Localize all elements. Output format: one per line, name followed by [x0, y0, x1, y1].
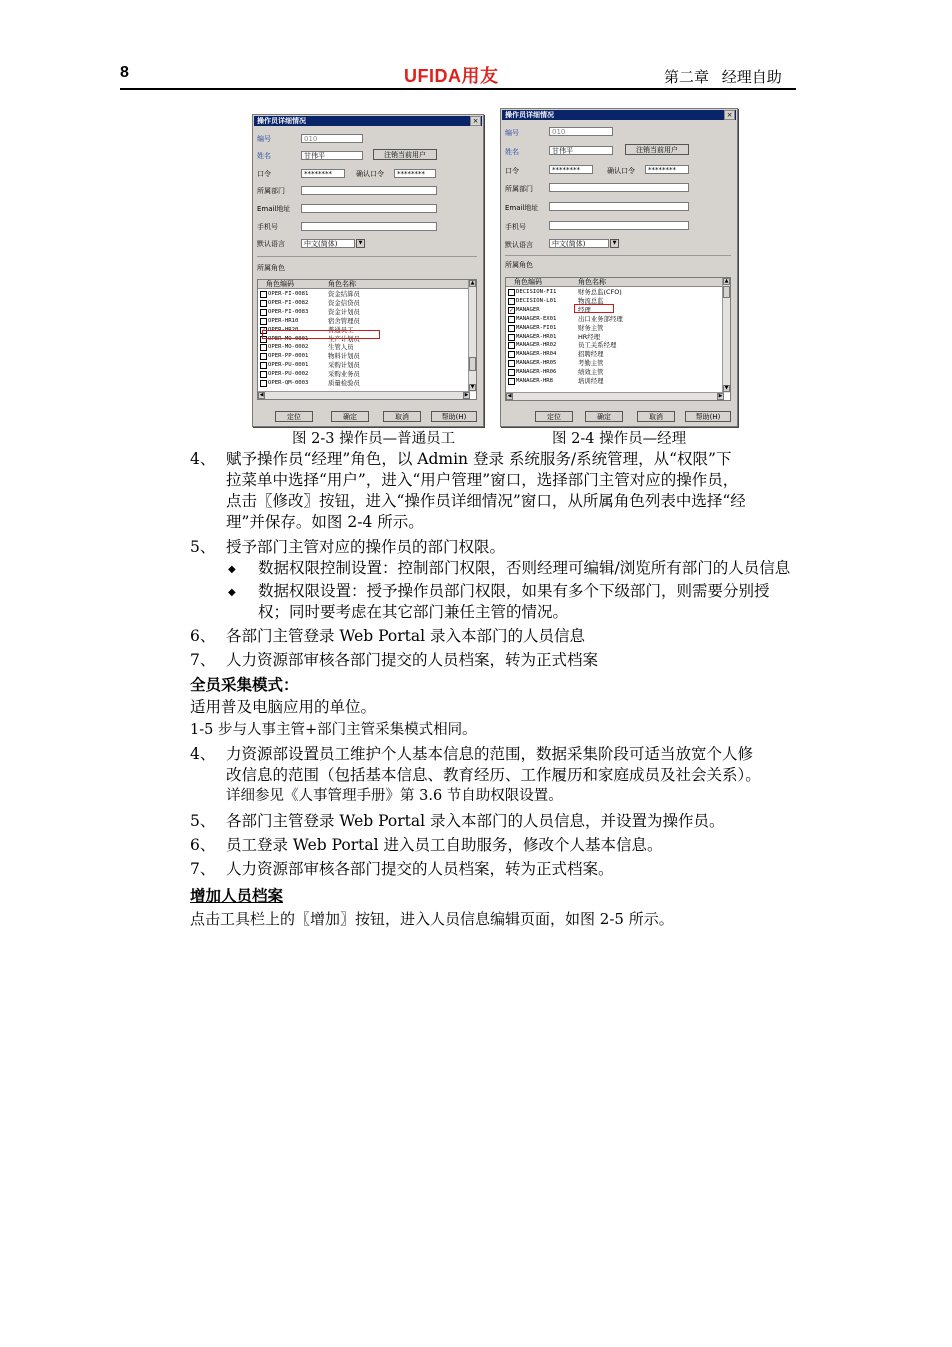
role-checkbox[interactable]	[260, 344, 267, 351]
help-button[interactable]: 帮助(H)	[685, 411, 731, 422]
role-code: OPER-FI-0081	[268, 291, 309, 297]
col-role-code[interactable]: 角色编码	[266, 280, 294, 288]
language-label: 默认语言	[505, 241, 533, 249]
step-text: 各部门主管登录 Web Portal 录入本部门的人员信息	[226, 627, 586, 645]
role-code: MANAGER-HR06	[516, 369, 557, 376]
step-text: 授予部门主管对应的操作员的部门权限。	[226, 538, 506, 556]
step-text: 员工登录 Web Portal 进入员工自助服务，修改个人基本信息。	[226, 836, 663, 854]
id-label: 编号	[505, 129, 519, 137]
role-checkbox[interactable]	[260, 362, 267, 369]
highlight-box	[574, 304, 614, 313]
role-code: OPER-HR20	[268, 326, 299, 333]
role-name: 培训经理	[578, 377, 604, 385]
highlight-box	[262, 330, 380, 339]
email-field[interactable]	[549, 202, 689, 211]
language-select[interactable]: 中文(简体)	[301, 239, 355, 248]
horizontal-scrollbar[interactable]	[506, 392, 724, 400]
email-label: Email地址	[505, 204, 539, 212]
bullet-icon: ◆	[228, 564, 236, 575]
role-checkbox[interactable]	[260, 300, 267, 307]
cancel-button[interactable]: 取消	[383, 411, 421, 422]
role-code: MANAGER-HR01	[516, 333, 557, 340]
dialog-title: 操作员详细情况	[502, 110, 736, 120]
phone-label: 手机号	[257, 223, 278, 231]
step-number: 6、	[190, 627, 216, 645]
role-code: OPER-MO-0001	[268, 335, 309, 342]
locate-button[interactable]: 定位	[535, 411, 573, 422]
paragraph: 适用普及电脑应用的单位。	[190, 698, 377, 716]
role-checkbox[interactable]	[260, 353, 267, 360]
ufida-logo: UFIDA用友	[404, 66, 499, 86]
password-label: 口令	[505, 167, 519, 175]
scroll-thumb[interactable]	[723, 286, 730, 298]
divider	[257, 256, 477, 257]
confirm-password-field[interactable]: ********	[645, 165, 689, 174]
header-rule	[120, 88, 796, 90]
role-name: 宿舍管理员	[328, 316, 360, 325]
scroll-thumb[interactable]	[469, 357, 476, 371]
vertical-scrollbar[interactable]	[468, 280, 476, 392]
col-role-name[interactable]: 角色名称	[578, 278, 606, 286]
role-checkbox[interactable]	[260, 380, 267, 387]
role-name: 资金计划员	[328, 307, 360, 316]
role-name: 资金结算员	[328, 290, 360, 298]
operator-detail-dialog-regular	[252, 114, 484, 427]
paragraph: 1-5 步与人事主管+部门主管采集模式相同。	[190, 722, 477, 738]
password-label: 口令	[257, 170, 271, 178]
phone-field[interactable]	[301, 222, 437, 231]
page-number: 8	[120, 64, 129, 81]
step-number: 4、	[190, 450, 216, 468]
language-label: 默认语言	[257, 240, 285, 248]
step-text: 力资源部设置员工维护个人基本信息的范围，数据采集阶段可适当放宽个人修	[226, 745, 754, 763]
vertical-scrollbar[interactable]	[722, 278, 730, 393]
col-role-name[interactable]: 角色名称	[328, 280, 356, 288]
role-name: 财务主管	[578, 323, 604, 332]
role-checkbox[interactable]	[260, 318, 267, 325]
scroll-right-arrow-icon[interactable]: ▶	[718, 393, 723, 399]
chapter-title: 第二章 经理自助	[664, 68, 782, 86]
bullet-text: 权；同时要考虑在其它部门兼任主管的情况。	[258, 603, 569, 621]
email-label: Email地址	[257, 205, 291, 213]
paragraph: 点击工具栏上的〖增加〗按钮，进入人员信息编辑页面，如图 2-5 所示。	[190, 910, 674, 928]
step-number: 7、	[190, 860, 216, 878]
role-code: OPER-HR10	[268, 317, 299, 324]
ok-button[interactable]: 确定	[585, 411, 623, 422]
role-code: OPER-PU-0002	[268, 371, 309, 378]
step-text: 人力资源部审核各部门提交的人员档案，转为正式档案。	[226, 860, 614, 878]
role-name: 物流总监	[578, 296, 604, 305]
department-field[interactable]	[301, 186, 437, 195]
role-code: OPER-MO-0002	[268, 344, 309, 351]
id-field[interactable]: 010	[301, 134, 363, 143]
role-name: 采购业务员	[328, 370, 360, 379]
role-checkbox[interactable]	[508, 351, 515, 358]
roles-label: 所属角色	[257, 264, 285, 272]
ok-button[interactable]: 确定	[331, 411, 369, 422]
chevron-down-icon[interactable]: ▼	[610, 239, 619, 248]
step-text: 改信息的范围（包括基本信息、教育经历、工作履历和家庭成员及社会关系）。	[226, 766, 761, 784]
id-field[interactable]: 010	[549, 127, 613, 136]
role-code: OPER-PU-0001	[268, 362, 309, 369]
language-select[interactable]: 中文(简体)	[549, 239, 609, 248]
phone-label: 手机号	[505, 223, 526, 231]
step-text: 赋予操作员“经理”角色，以 Admin 登录 系统服务/系统管理，从“权限”下	[226, 450, 732, 468]
logout-current-user-button[interactable]: 注销当前用户	[373, 149, 437, 160]
cancel-button[interactable]: 取消	[637, 411, 675, 422]
email-field[interactable]	[301, 204, 437, 213]
role-code: MANAGER-EX01	[516, 315, 557, 322]
role-code: OPER-PP-0001	[268, 353, 309, 360]
locate-button[interactable]: 定位	[275, 411, 313, 422]
grid-header	[506, 278, 724, 287]
step-number: 5、	[190, 812, 216, 830]
role-name: 物料计划员	[328, 352, 360, 361]
role-name: 生管人员	[328, 343, 354, 352]
step-number: 5、	[190, 538, 216, 556]
section-heading: 增加人员档案	[190, 886, 284, 905]
step-number: 6、	[190, 836, 216, 854]
password-field[interactable]: ********	[549, 165, 593, 174]
role-name: 考勤主管	[578, 359, 604, 368]
role-code: DECISION-FI1	[516, 289, 557, 295]
step-text: 各部门主管登录 Web Portal 录入本部门的人员信息，并设置为操作员。	[226, 812, 725, 830]
role-code: MANAGER-HR02	[516, 342, 557, 349]
role-name: 生产计划员	[328, 334, 360, 343]
role-checkbox[interactable]: ✓	[509, 306, 515, 314]
role-checkbox[interactable]	[508, 325, 515, 332]
horizontal-scrollbar[interactable]	[258, 391, 470, 399]
confirm-password-field[interactable]: ********	[394, 169, 436, 178]
scroll-up-arrow-icon[interactable]: ▲	[470, 280, 475, 286]
role-code: MANAGER-HR8	[516, 378, 554, 384]
department-label: 所属部门	[257, 187, 285, 195]
scroll-right-arrow-icon[interactable]: ▶	[464, 392, 469, 398]
operator-detail-dialog-manager	[500, 108, 738, 427]
role-code: MANAGER-HR05	[516, 360, 557, 367]
step-text: 点击〖修改〗按钮，进入“操作员详细情况”窗口，从所属角色列表中选择“经	[226, 492, 746, 510]
role-checkbox[interactable]	[508, 334, 515, 341]
id-label: 编号	[257, 135, 271, 143]
grid-header	[258, 280, 470, 289]
role-checkbox[interactable]	[508, 378, 515, 385]
bullet-text: 数据权限设置：授予操作员部门权限，如果有多个下级部门，则需要分别授	[258, 582, 770, 600]
logout-current-user-button[interactable]: 注销当前用户	[625, 144, 689, 155]
role-name: 绩效主管	[578, 368, 604, 377]
help-button[interactable]: 帮助(H)	[431, 411, 477, 422]
role-name: 员工关系经理	[578, 341, 617, 350]
section-heading: 全员采集模式：	[190, 675, 299, 694]
role-checkbox[interactable]	[508, 316, 515, 323]
bullet-text: 数据权限控制设置：控制部门权限，否则经理可编辑/浏览所有部门的人员信息	[258, 559, 791, 577]
role-name: 质量检验员	[328, 379, 360, 387]
role-name: 采购计划员	[328, 361, 360, 370]
name-label: 姓名	[505, 148, 519, 156]
col-role-code[interactable]: 角色编码	[514, 278, 542, 286]
bullet-icon: ◆	[228, 587, 236, 598]
role-checkbox[interactable]	[260, 291, 267, 298]
role-checkbox[interactable]	[508, 298, 515, 305]
role-name: 普通员工	[328, 325, 354, 334]
step-number: 4、	[190, 745, 216, 763]
name-label: 姓名	[257, 152, 271, 160]
role-name: 资金信贷员	[328, 298, 360, 307]
role-name: 财务总监(CFO)	[578, 288, 622, 296]
name-field[interactable]: 甘伟平	[549, 146, 613, 155]
close-icon[interactable]: ×	[724, 110, 735, 120]
roles-label: 所属角色	[505, 261, 533, 269]
role-checkbox[interactable]	[508, 360, 515, 367]
password-field[interactable]: ********	[301, 169, 345, 178]
role-code: MANAGER	[516, 306, 540, 313]
scroll-left-arrow-icon[interactable]: ◀	[507, 393, 512, 399]
role-name: 招聘经理	[578, 350, 604, 359]
dialog-title: 操作员详细情况	[254, 116, 482, 126]
close-icon[interactable]: ×	[470, 116, 481, 126]
scroll-down-arrow-icon[interactable]: ▼	[724, 385, 729, 391]
step-text: 详细参见《人事管理手册》第 3.6 节自助权限设置。	[226, 788, 563, 804]
step-text: 人力资源部审核各部门提交的人员档案，转为正式档案	[226, 651, 599, 669]
role-checkbox[interactable]	[260, 309, 267, 316]
role-code: MANAGER-FI01	[516, 324, 557, 331]
scroll-down-arrow-icon[interactable]: ▼	[470, 384, 475, 390]
role-code: OPER-FI-0083	[268, 308, 309, 315]
confirm-password-label: 确认口令	[356, 170, 384, 178]
department-field[interactable]	[549, 183, 689, 192]
role-name: 出口业务部经理	[578, 314, 623, 323]
role-code: OPER-QM-0003	[268, 380, 309, 386]
role-code: MANAGER-HR04	[516, 351, 557, 358]
phone-field[interactable]	[549, 221, 689, 230]
chevron-down-icon[interactable]: ▼	[356, 239, 365, 248]
scroll-up-arrow-icon[interactable]: ▲	[724, 278, 729, 284]
step-number: 7、	[190, 651, 216, 669]
figure-caption: 图 2-4 操作员—经理	[552, 431, 687, 447]
divider	[505, 255, 731, 256]
role-name: 经理	[578, 305, 591, 314]
step-text: 拉菜单中选择“用户”，进入“用户管理”窗口，选择部门主管对应的操作员，	[226, 471, 739, 489]
figure-caption: 图 2-3 操作员—普通员工	[292, 431, 456, 447]
role-name: HR经理	[578, 332, 601, 341]
role-checkbox[interactable]	[260, 371, 267, 378]
department-label: 所属部门	[505, 185, 533, 193]
name-field[interactable]: 甘伟平	[301, 151, 363, 160]
role-code: DECISION-L01	[516, 297, 557, 304]
step-text: 理”并保存。如图 2-4 所示。	[226, 513, 424, 531]
roles-grid	[505, 277, 731, 401]
role-checkbox[interactable]	[508, 342, 515, 349]
role-code: OPER-FI-0082	[268, 299, 309, 306]
scroll-left-arrow-icon[interactable]: ◀	[259, 392, 264, 398]
role-checkbox[interactable]: ✓	[261, 326, 267, 334]
role-checkbox[interactable]	[508, 369, 515, 376]
roles-grid	[257, 279, 477, 400]
role-checkbox[interactable]	[508, 289, 515, 296]
confirm-password-label: 确认口令	[607, 167, 635, 175]
